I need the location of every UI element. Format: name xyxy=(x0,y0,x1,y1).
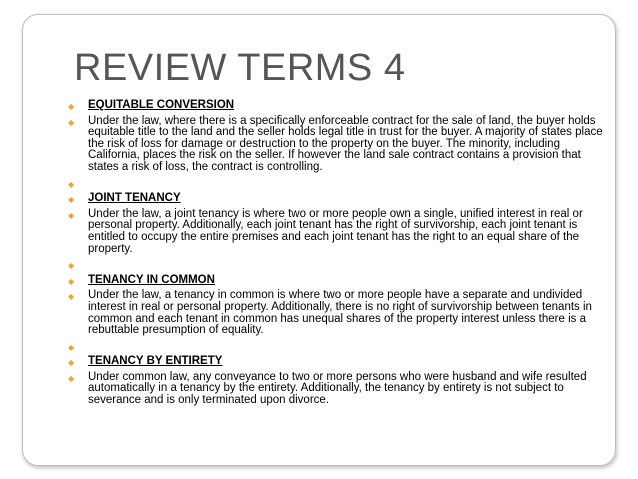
diamond-bullet-icon: ◆ xyxy=(68,373,75,383)
bullet-item xyxy=(68,178,608,190)
diamond-bullet-icon: ◆ xyxy=(68,292,75,302)
diamond-bullet-icon: ◆ xyxy=(68,342,75,352)
definition-text: Under common law, any conveyance to two or more persons who were husband and wife resulted automatically in a tenancy by the entirety. Additionally, the tenancy by entirety is not subject to severance and is only terminated upon divorce. xyxy=(88,370,587,407)
diamond-bullet-icon: ◆ xyxy=(68,179,75,189)
definition-text: Under the law, a tenancy in common is where two or more people have a separate and undivided interest in real or personal property. Additionally, there is no right of survivorship between tenants in common and each tenant in common has unequal shares of the property interest unless there is a rebuttable presumption of equality. xyxy=(88,289,592,337)
bullet-item xyxy=(68,116,608,174)
term-heading: TENANCY BY ENTIRETY xyxy=(88,355,223,368)
bullet-item xyxy=(68,259,608,271)
slide-title: REVIEW TERMS 4 xyxy=(74,47,406,89)
term-heading: TENANCY IN COMMON xyxy=(88,273,215,286)
definition-text: Under the law, a joint tenancy is where two or more people own a single, unified interest in real or personal property. Additionally, each joint tenant has the right of survivorship, each joint tenant is entitled to occupy the entire premises and each joint tenant has the right to an equal share of the property. xyxy=(88,207,583,255)
term-heading: EQUITABLE CONVERSION xyxy=(88,99,235,111)
bullet-item xyxy=(68,290,608,336)
diamond-bullet-icon: ◆ xyxy=(68,261,75,271)
bullet-item xyxy=(68,341,608,353)
bullet-list xyxy=(68,100,608,411)
diamond-bullet-icon: ◆ xyxy=(68,195,75,205)
bullet-item xyxy=(68,275,608,287)
bullet-item xyxy=(68,193,608,205)
bullet-item xyxy=(68,100,608,112)
definition-text: Under the law, where there is a specifically enforceable contract for the sale of land, the buyer holds equitable title to the land and the seller holds legal title in trust for the buyer. A majority of states place the risk of loss for damage or destruction to the property on the buyer. The minority, including California, places the risk on the seller. If however the land sale contract contains a provision that states a risk of loss, the contract is controlling. xyxy=(88,114,603,173)
bullet-item xyxy=(68,356,608,368)
bullet-item xyxy=(68,209,608,255)
diamond-bullet-icon: ◆ xyxy=(68,358,75,368)
diamond-bullet-icon: ◆ xyxy=(68,117,75,127)
diamond-bullet-icon: ◆ xyxy=(68,102,75,111)
term-heading: JOINT TENANCY xyxy=(88,192,181,205)
diamond-bullet-icon: ◆ xyxy=(68,276,75,286)
bullet-item xyxy=(68,372,608,407)
diamond-bullet-icon: ◆ xyxy=(68,210,75,220)
